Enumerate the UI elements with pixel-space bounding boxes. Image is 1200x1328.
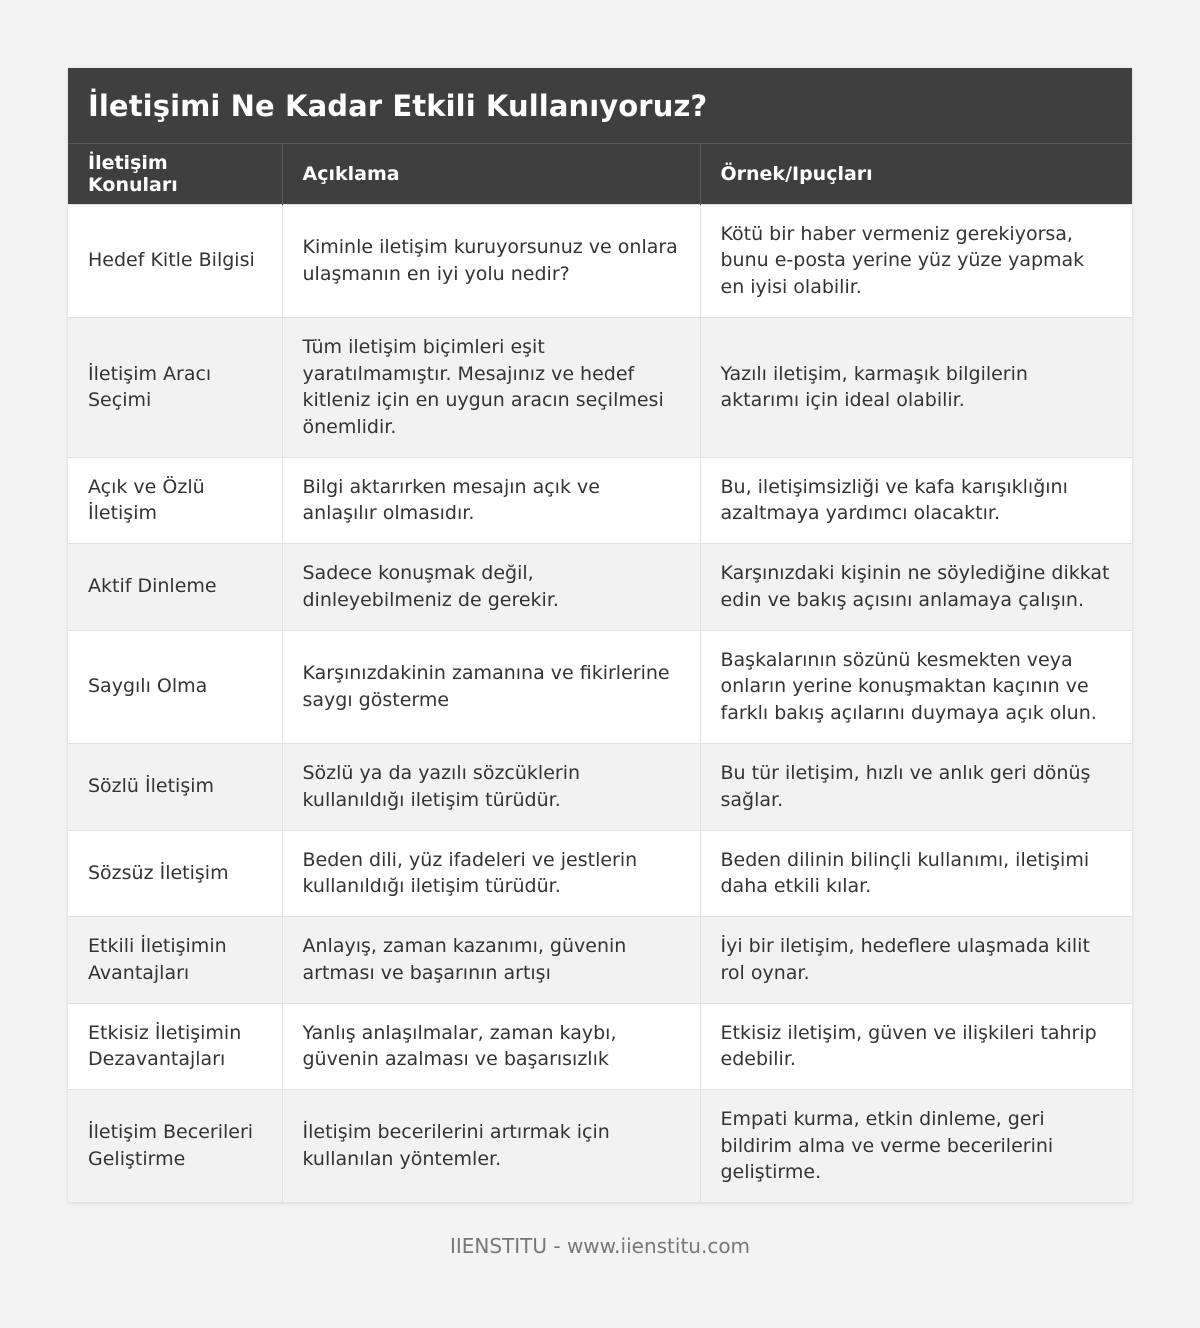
table-row <box>68 317 1132 457</box>
table-row <box>68 630 1132 743</box>
example-cell: İyi bir iletişim, hedeflere ulaşmada kilit rol oynar. <box>700 916 1132 1003</box>
header-row <box>68 144 1132 204</box>
topic-cell: Açık ve Özlü İletişim <box>68 457 282 543</box>
description-cell: Kiminle iletişim kuruyorsunuz ve onlara ulaşmanın en iyi yolu nedir? <box>282 204 700 317</box>
topic-cell: Sözlü İletişim <box>68 743 282 830</box>
page-title: İletişimi Ne Kadar Etkili Kullanıyoruz? <box>88 88 708 123</box>
table-row <box>68 743 1132 830</box>
topic-cell: Saygılı Olma <box>68 630 282 743</box>
footer-credit: IIENSTITU - www.iienstitu.com <box>449 1234 751 1258</box>
example-cell: Beden dilinin bilinçli kullanımı, iletişimi daha etkili kılar. <box>700 830 1132 916</box>
column-header-examples: Örnek/Ipuçları <box>700 144 1132 204</box>
table-row <box>68 1089 1132 1202</box>
title-bar <box>68 68 1132 144</box>
table-row <box>68 1003 1132 1089</box>
topic-cell: İletişim Becerileri Geliştirme <box>68 1089 282 1202</box>
description-cell: Karşınızdakinin zamanına ve fikirlerine saygı gösterme <box>282 630 700 743</box>
topic-cell: Sözsüz İletişim <box>68 830 282 916</box>
data-table <box>68 144 1132 1202</box>
topic-cell: İletişim Aracı Seçimi <box>68 317 282 457</box>
description-cell: Tüm iletişim biçimleri eşit yaratılmamıştır. Mesajınız ve hedef kitleniz için en uygun aracın seçilmesi önemlidir. <box>282 317 700 457</box>
description-cell: İletişim becerilerini artırmak için kullanılan yöntemler. <box>282 1089 700 1202</box>
table-row <box>68 830 1132 916</box>
table-row <box>68 543 1132 630</box>
example-cell: Yazılı iletişim, karmaşık bilgilerin aktarımı için ideal olabilir. <box>700 317 1132 457</box>
column-header-topics: İletişim Konuları <box>68 144 282 204</box>
example-cell: Kötü bir haber vermeniz gerekiyorsa, bunu e-posta yerine yüz yüze yapmak en iyisi olabilir. <box>700 204 1132 317</box>
topic-cell: Hedef Kitle Bilgisi <box>68 204 282 317</box>
example-cell: Karşınızdaki kişinin ne söylediğine dikkat edin ve bakış açısını anlamaya çalışın. <box>700 543 1132 630</box>
table-row <box>68 457 1132 543</box>
example-cell: Bu, iletişimsizliği ve kafa karışıklığını azaltmaya yardımcı olacaktır. <box>700 457 1132 543</box>
example-cell: Etkisiz iletişim, güven ve ilişkileri tahrip edebilir. <box>700 1003 1132 1089</box>
example-cell: Bu tür iletişim, hızlı ve anlık geri dönüş sağlar. <box>700 743 1132 830</box>
example-cell: Başkalarının sözünü kesmekten veya onların yerine konuşmaktan kaçının ve farklı bakış açılarını duymaya açık olun. <box>700 630 1132 743</box>
topic-cell: Etkisiz İletişimin Dezavantajları <box>68 1003 282 1089</box>
description-cell: Yanlış anlaşılmalar, zaman kaybı, güvenin azalması ve başarısızlık <box>282 1003 700 1089</box>
topic-cell: Aktif Dinleme <box>68 543 282 630</box>
description-cell: Anlayış, zaman kazanımı, güvenin artması ve başarının artışı <box>282 916 700 1003</box>
description-cell: Sadece konuşmak değil, dinleyebilmeniz de gerekir. <box>282 543 700 630</box>
table-row <box>68 916 1132 1003</box>
column-header-description: Açıklama <box>282 144 700 204</box>
table-row <box>68 204 1132 317</box>
example-cell: Empati kurma, etkin dinleme, geri bildirim alma ve verme becerilerini geliştirme. <box>700 1089 1132 1202</box>
table-card <box>68 68 1132 1202</box>
topic-cell: Etkili İletişimin Avantajları <box>68 916 282 1003</box>
description-cell: Bilgi aktarırken mesajın açık ve anlaşılır olmasıdır. <box>282 457 700 543</box>
description-cell: Beden dili, yüz ifadeleri ve jestlerin kullanıldığı iletişim türüdür. <box>282 830 700 916</box>
description-cell: Sözlü ya da yazılı sözcüklerin kullanıldığı iletişim türüdür. <box>282 743 700 830</box>
